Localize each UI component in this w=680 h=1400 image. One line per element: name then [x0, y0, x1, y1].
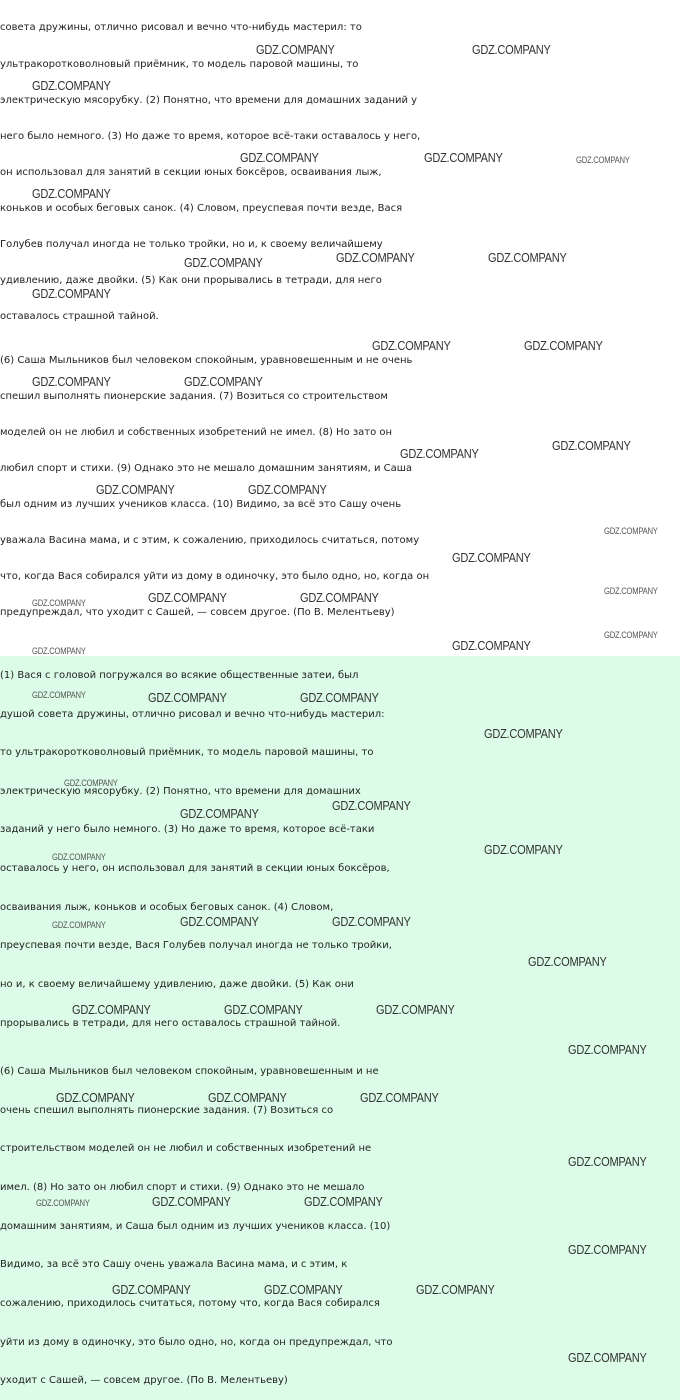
watermark: GDZ.COMPANY — [32, 286, 111, 301]
watermark: GDZ.COMPANY — [32, 598, 86, 608]
passage-line: предупреждал, что уходит с Сашей, — совсем другое. (По В. Мелентьеву) — [0, 607, 395, 618]
watermark: GDZ.COMPANY — [256, 42, 335, 57]
answer-line: прорывались в тетради, для него оставалось страшной тайной. — [0, 1018, 341, 1029]
answer-line: домашним занятиям, и Саша был одним из лучших учеников класса. (10) — [0, 1221, 391, 1232]
answer-line: Видимо, за всё это Сашу очень уважала Васина мама, и с этим, к — [0, 1259, 348, 1270]
watermark: GDZ.COMPANY — [264, 1282, 343, 1297]
watermark: GDZ.COMPANY — [484, 842, 563, 857]
answer-line: (1) Вася с головой погружался во всякие общественные затеи, был — [0, 670, 359, 681]
watermark: GDZ.COMPANY — [52, 920, 106, 930]
passage-line: он использовал для занятий в секции юных боксёров, осваивания лыж, — [0, 167, 382, 178]
watermark: GDZ.COMPANY — [424, 150, 503, 165]
watermark: GDZ.COMPANY — [604, 586, 658, 596]
passage-line: моделей он не любил и собственных изобретений не имел. (8) Но зато он — [0, 427, 393, 438]
answer-line: душой совета дружины, отлично рисовал и вечно что-нибудь мастерил: — [0, 709, 385, 720]
passage-line: ультракоротковолновый приёмник, то модель паровой машины, то — [0, 59, 359, 70]
watermark: GDZ.COMPANY — [472, 42, 551, 57]
watermark: GDZ.COMPANY — [332, 798, 411, 813]
watermark: GDZ.COMPANY — [248, 482, 327, 497]
watermark: GDZ.COMPANY — [488, 250, 567, 265]
watermark: GDZ.COMPANY — [304, 1194, 383, 1209]
answer-line: строительством моделей он не любил и собственных изобретений не — [0, 1143, 372, 1154]
answer-line: оставалось у него, он использовал для занятий в секции юных боксёров, — [0, 863, 390, 874]
answer-line: уйти из дому в одиночку, это было одно, но, когда он предупреждал, что — [0, 1337, 393, 1348]
watermark: GDZ.COMPANY — [528, 954, 607, 969]
watermark: GDZ.COMPANY — [568, 1154, 647, 1169]
watermark: GDZ.COMPANY — [36, 1198, 90, 1208]
watermark: GDZ.COMPANY — [300, 690, 379, 705]
answer-line: электрическую мясорубку. (2) Понятно, что времени для домашних — [0, 786, 361, 797]
answer-line: преуспевая почти везде, Вася Голубев получал иногда не только тройки, — [0, 940, 392, 951]
watermark: GDZ.COMPANY — [568, 1242, 647, 1257]
watermark: GDZ.COMPANY — [148, 590, 227, 605]
watermark: GDZ.COMPANY — [148, 690, 227, 705]
watermark: GDZ.COMPANY — [180, 914, 259, 929]
watermark: GDZ.COMPANY — [568, 1350, 647, 1365]
watermark: GDZ.COMPANY — [452, 550, 531, 565]
watermark: GDZ.COMPANY — [376, 1002, 455, 1017]
passage-line: удивлению, даже двойки. (5) Как они прорывались в тетради, для него — [0, 275, 382, 286]
answer-line: имел. (8) Но зато он любил спорт и стихи. (9) Однако это не мешало — [0, 1182, 365, 1193]
watermark: GDZ.COMPANY — [240, 150, 319, 165]
watermark: GDZ.COMPANY — [184, 374, 263, 389]
passage-line: любил спорт и стихи. (9) Однако это не мешало домашним занятиям, и Саша — [0, 463, 413, 474]
passage-line: коньков и особых беговых санок. (4) Словом, преуспевая почти везде, Вася — [0, 203, 403, 214]
passage-line: него было немного. (3) Но даже то время, которое всё-таки оставалось у него, — [0, 131, 421, 142]
watermark: GDZ.COMPANY — [568, 1042, 647, 1057]
watermark: GDZ.COMPANY — [576, 155, 630, 165]
watermark: GDZ.COMPANY — [552, 438, 631, 453]
watermark: GDZ.COMPANY — [96, 482, 175, 497]
watermark: GDZ.COMPANY — [416, 1282, 495, 1297]
watermark: GDZ.COMPANY — [400, 446, 479, 461]
watermark: GDZ.COMPANY — [372, 338, 451, 353]
watermark: GDZ.COMPANY — [52, 852, 106, 862]
watermark: GDZ.COMPANY — [300, 590, 379, 605]
answer-line: заданий у него было немного. (3) Но даже то время, которое всё-таки — [0, 824, 375, 835]
watermark: GDZ.COMPANY — [484, 726, 563, 741]
watermark: GDZ.COMPANY — [208, 1090, 287, 1105]
watermark: GDZ.COMPANY — [184, 255, 263, 270]
watermark: GDZ.COMPANY — [604, 630, 658, 640]
watermark: GDZ.COMPANY — [64, 778, 118, 788]
passage-line: уважала Васина мама, и с этим, к сожалению, приходилось считаться, потому — [0, 535, 420, 546]
watermark: GDZ.COMPANY — [112, 1282, 191, 1297]
passage-line: что, когда Вася собирался уйти из дому в одиночку, это было одно, но, когда он — [0, 571, 430, 582]
answer-line: но и, к своему величайшему удивлению, даже двойки. (5) Как они — [0, 979, 354, 990]
answer-line: то ультракоротковолновый приёмник, то модель паровой машины, то — [0, 747, 374, 758]
answer-line: очень спешил выполнять пионерские задания. (7) Возиться со — [0, 1105, 334, 1116]
answer-line: (6) Саша Мыльников был человеком спокойным, уравновешенным и не — [0, 1066, 379, 1077]
watermark: GDZ.COMPANY — [180, 806, 259, 821]
watermark: GDZ.COMPANY — [604, 526, 658, 536]
watermark: GDZ.COMPANY — [524, 338, 603, 353]
watermark: GDZ.COMPANY — [32, 374, 111, 389]
watermark: GDZ.COMPANY — [152, 1194, 231, 1209]
answer-line: уходит с Сашей, — совсем другое. (По В. Мелентьеву) — [0, 1375, 288, 1386]
answer-line: осваивания лыж, коньков и особых беговых санок. (4) Словом, — [0, 902, 334, 913]
watermark: GDZ.COMPANY — [452, 638, 531, 653]
passage-line: спешил выполнять пионерские задания. (7) Возиться со строительством — [0, 391, 388, 402]
passage-line: Голубев получал иногда не только тройки, но и, к своему величайшему — [0, 239, 383, 250]
watermark: GDZ.COMPANY — [72, 1002, 151, 1017]
watermark: GDZ.COMPANY — [32, 690, 86, 700]
watermark: GDZ.COMPANY — [360, 1090, 439, 1105]
watermark: GDZ.COMPANY — [224, 1002, 303, 1017]
watermark: GDZ.COMPANY — [32, 78, 111, 93]
watermark: GDZ.COMPANY — [332, 914, 411, 929]
passage-line: совета дружины, отлично рисовал и вечно что-нибудь мастерил: то — [0, 22, 362, 33]
passage-line: был одним из лучших учеников класса. (10) Видимо, за всё это Сашу очень — [0, 499, 402, 510]
passage-line: (6) Саша Мыльников был человеком спокойным, уравновешенным и не очень — [0, 355, 413, 366]
passage-line: электрическую мясорубку. (2) Понятно, что времени для домашних заданий у — [0, 95, 418, 106]
passage-line: оставалось страшной тайной. — [0, 311, 159, 322]
watermark: GDZ.COMPANY — [336, 250, 415, 265]
watermark: GDZ.COMPANY — [56, 1090, 135, 1105]
watermark: GDZ.COMPANY — [32, 646, 86, 656]
answer-line: сожалению, приходилось считаться, потому что, когда Вася собирался — [0, 1298, 380, 1309]
watermark: GDZ.COMPANY — [32, 186, 111, 201]
